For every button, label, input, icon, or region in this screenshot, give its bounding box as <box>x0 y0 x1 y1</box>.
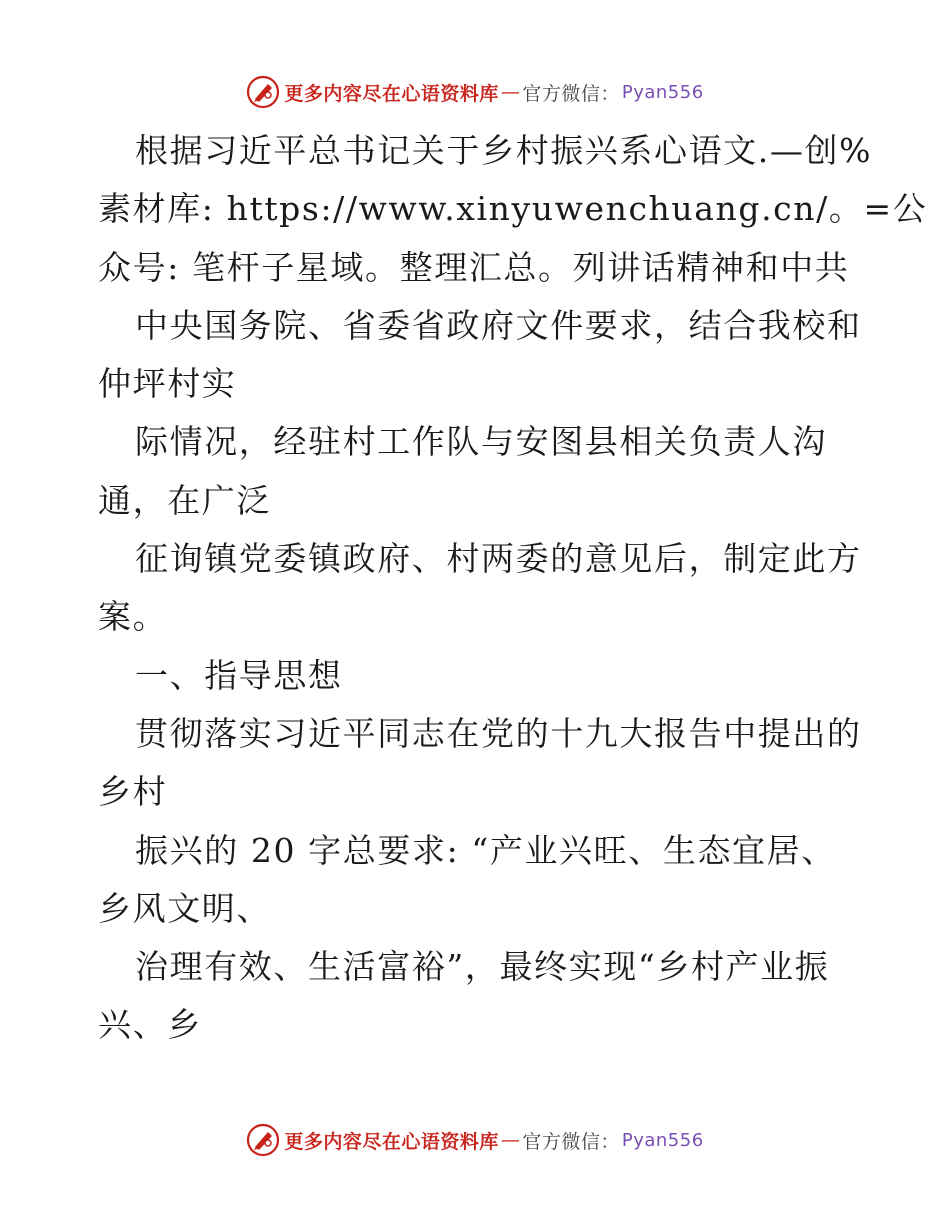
pen-nib-logo-icon <box>246 75 280 109</box>
banner-main-text: 更多内容尽在心语资料库 <box>284 1130 499 1153</box>
text-line: 振兴的 20 字总要求: “产业兴旺、生态宜居、 <box>135 830 836 870</box>
banner-account: Pyan556 <box>621 81 704 103</box>
pen-nib-logo-icon <box>246 1123 280 1157</box>
banner-sub-text: 官方微信： <box>522 1130 620 1153</box>
text-line: 通，在广泛 <box>98 480 271 520</box>
banner-dash: — <box>500 81 521 103</box>
banner-main-text: 更多内容尽在心语资料库 <box>284 82 499 105</box>
text-line: 案。 <box>98 597 168 637</box>
banner-sub-text: 官方微信： <box>522 82 620 105</box>
text-line: 兴、乡 <box>98 1005 202 1045</box>
text-line: 贯彻落实习近平同志在党的十九大报告中提出的 <box>135 713 862 753</box>
banner-account: Pyan556 <box>621 1129 704 1151</box>
text-line: 众号: 笔杆子星域。整理汇总。列讲话精神和中共 <box>98 247 850 287</box>
text-line: 际情况，经驻村工作队与安图县相关负责人沟 <box>135 422 827 462</box>
text-line: 治理有效、生活富裕”，最终实现“乡村产业振 <box>135 947 830 987</box>
text-line: 仲坪村实 <box>98 364 237 404</box>
header-watermark-banner <box>0 72 950 112</box>
text-line: 根据习近平总书记关于乡村振兴系心语文.—创% <box>135 131 873 170</box>
text-line: 乡村 <box>98 772 168 812</box>
text-line: 素材库: https://www.xinyuwenchuang.cn/。=公 <box>98 189 928 229</box>
text-line: 征询镇党委镇政府、村两委的意见后，制定此方 <box>135 539 862 579</box>
text-line: 乡风文明、 <box>98 888 271 928</box>
banner-dash: — <box>500 1129 521 1151</box>
footer-watermark-banner <box>0 1120 950 1160</box>
section-heading: 一、指导思想 <box>135 655 343 695</box>
text-line: 中央国务院、省委省政府文件要求，结合我校和 <box>135 305 862 345</box>
document-body <box>98 122 928 1055</box>
